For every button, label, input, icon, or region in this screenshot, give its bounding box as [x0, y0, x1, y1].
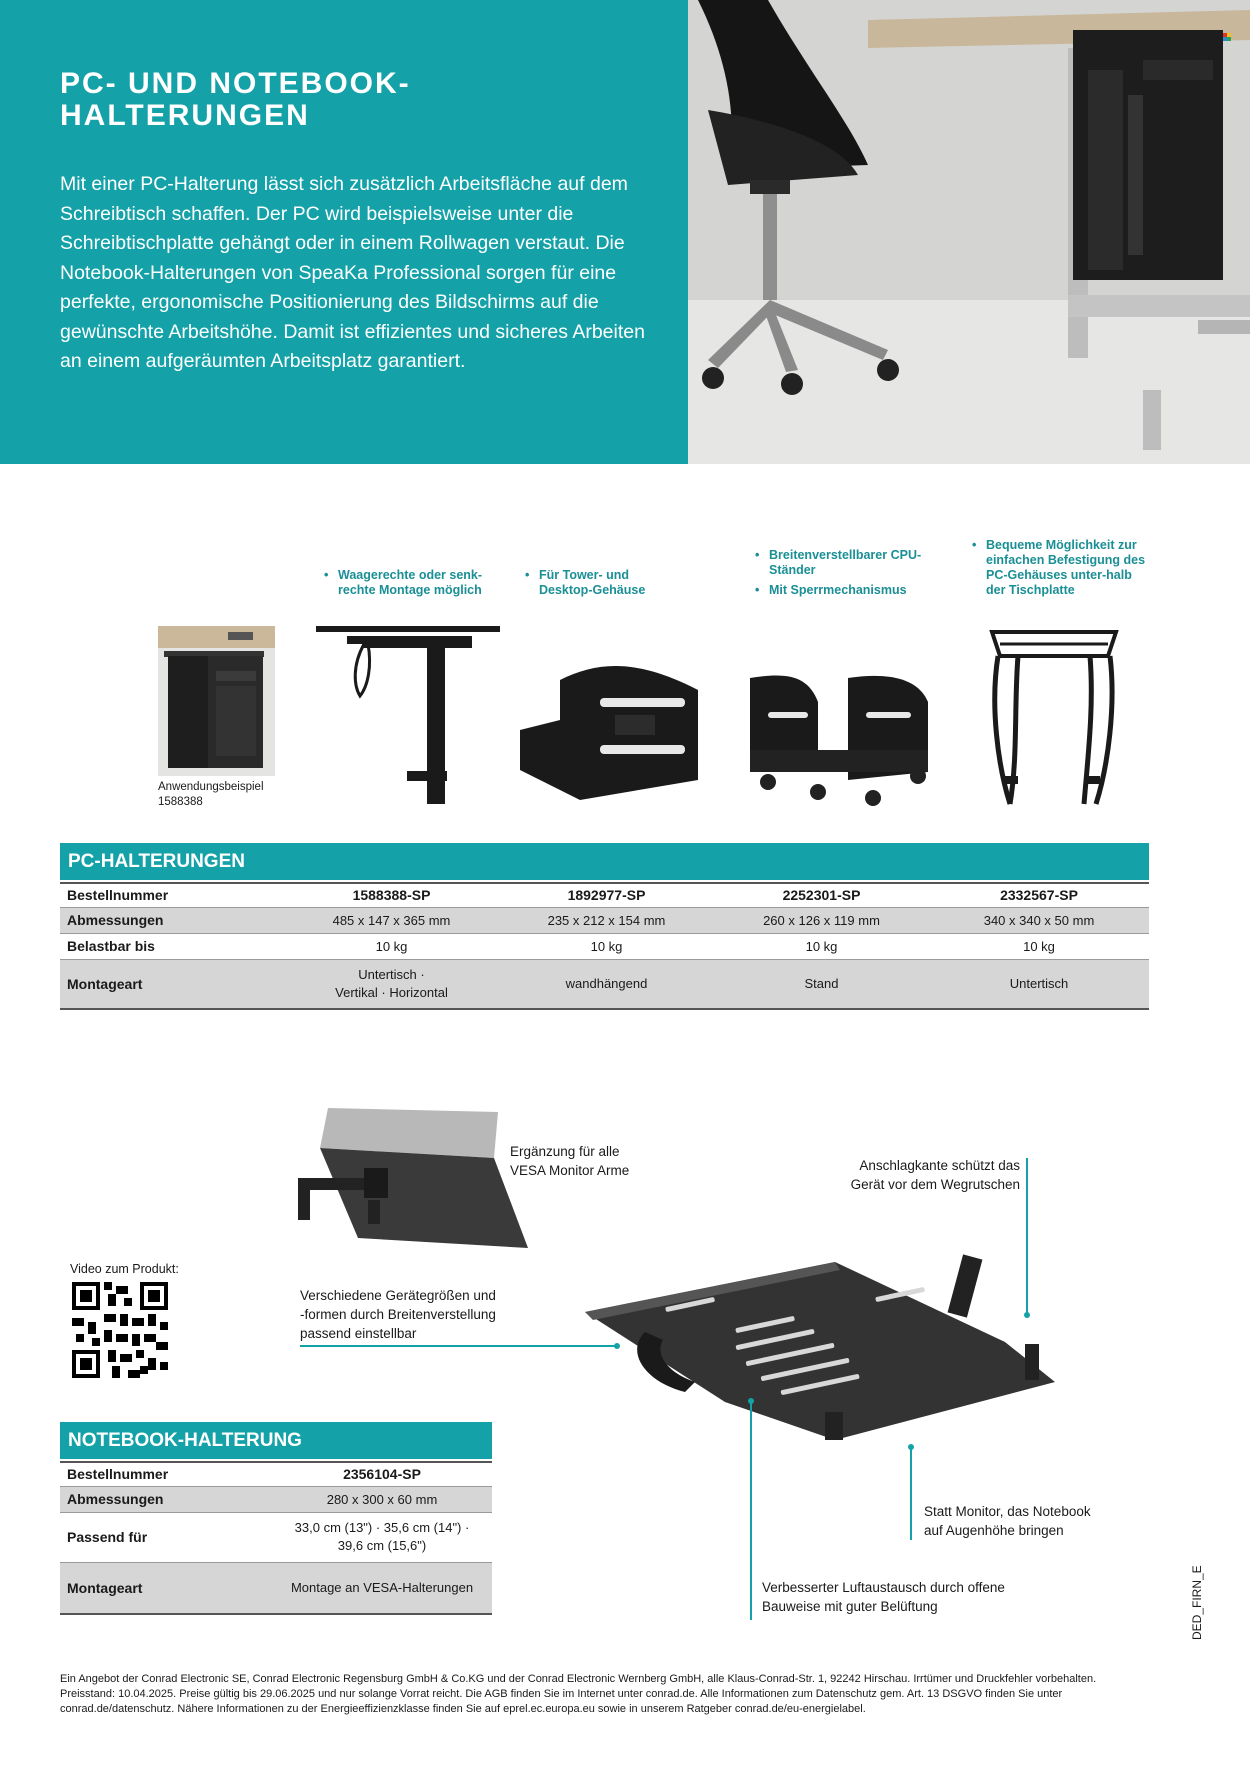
row-label: Bestellnummer: [67, 1466, 169, 1483]
hero-section: [0, 0, 1250, 464]
product-image-2332567-stand: [748, 672, 932, 808]
annotation-eye: Statt Monitor, das Notebook auf Augenhöhe bringen: [924, 1504, 1091, 1538]
annotation-air: Verbesserter Luftaustausch durch offene Bauweise mit guter Belüftung: [762, 1580, 1005, 1614]
bullet-item: • Waagerechte oder senk-rechte Montage möglich: [324, 568, 494, 598]
desk-scene-illustration: [688, 0, 1250, 464]
table-row-mounting: [60, 1562, 492, 1614]
annotation-line-air: [750, 1400, 752, 1620]
table-row-mounting: [60, 959, 1149, 1009]
bullets-product-1: [324, 568, 494, 598]
hero-photo-desk-scene: [688, 0, 1250, 464]
row-label: Abmessungen: [60, 907, 284, 933]
catalog-code: DED_FIRN_E: [1190, 1565, 1204, 1640]
notebook-spec-table: [60, 1461, 492, 1615]
pc-spec-table: [60, 882, 1149, 1010]
product-image-2252301: [520, 660, 700, 808]
product-image-under-desk-strap: [984, 626, 1124, 808]
cell: 10 kg: [1023, 938, 1055, 954]
bullets-product-3: [755, 548, 925, 598]
cell: 1892977-SP: [567, 887, 646, 904]
annotation-vesa: Ergänzung für alle VESA Monitor Arme: [510, 1144, 630, 1178]
cell: 2356104-SP: [343, 1466, 421, 1483]
cell: 2252301-SP: [782, 887, 861, 904]
product-image-1892977: [312, 626, 504, 808]
example-caption: [158, 780, 264, 810]
cell: 10 kg: [375, 938, 408, 954]
pc-table-heading: PC-HALTERUNGEN: [60, 843, 1149, 880]
table-row-order-number: [60, 1462, 492, 1486]
table-row-load: [60, 933, 1149, 959]
example-caption-line2: 1588388: [158, 796, 203, 808]
bullet-item: • Für Tower- und Desktop-Gehäuse: [525, 568, 675, 598]
row-label: Belastbar bis: [67, 938, 155, 954]
cell: 340 x 340 x 50 mm: [929, 907, 1149, 933]
cell: 10 kg: [805, 938, 838, 954]
row-label: Montageart: [60, 1562, 272, 1614]
title-line-2: HALTERUNGEN: [60, 99, 310, 132]
cell: 485 x 147 x 365 mm: [284, 907, 499, 933]
cell: 2332567-SP: [1000, 887, 1078, 904]
cell: 260 x 126 x 119 mm: [714, 907, 929, 933]
row-label: Montageart: [60, 959, 284, 1009]
bullet-item: • Mit Sperrmechanismus: [755, 583, 925, 598]
example-caption-line1: Anwendungsbeispiel: [158, 781, 264, 793]
bullets-product-2: [525, 568, 675, 598]
table-row-dimensions: [60, 907, 1149, 933]
video-label: Video zum Produkt:: [70, 1262, 179, 1276]
qr-code[interactable]: [72, 1282, 168, 1378]
cell: Untertisch: [929, 959, 1149, 1009]
cell: Stand: [714, 959, 929, 1009]
cell: 280 x 300 x 60 mm: [272, 1486, 492, 1512]
title-line-1: PC- UND NOTEBOOK-: [60, 67, 411, 100]
qr-code-icon: [72, 1282, 168, 1378]
bullets-product-4: [972, 538, 1147, 598]
bullet-item: • Bequeme Möglichkeit zur einfachen Befestigung des PC-Gehäuses unter-halb der Tischplatte: [972, 538, 1147, 598]
cell: Montage an VESA-Halterungen: [272, 1562, 492, 1614]
row-label: Bestellnummer: [67, 887, 169, 904]
annotation-line-sizes: [300, 1345, 618, 1347]
notebook-table-heading: NOTEBOOK-HALTERUNG: [60, 1422, 492, 1459]
table-row-fits: [60, 1512, 492, 1562]
product-image-1588388-example: [158, 626, 275, 776]
page-title: [60, 68, 660, 132]
intro-text: Mit einer PC-Halterung lässt sich zusätzlich Arbeitsfläche auf dem Schreibtisch schaffen. Der PC wird beispielsweise unter die Schreibtischplatte gehängt oder in einem Rollwagen verstaut. Die Notebook-Halterungen von SpeaKa Professional sorgen für eine perfekte, ergonomische Positionierung des Bildschirms auf die gewünschte Arbeitshöhe. Damit ist effizientes und sicheres Arbeiten an einem aufgeräumten Arbeitsplatz garantiert.: [60, 173, 645, 372]
product-image-vesa-arm: [298, 1108, 530, 1248]
annotation-sizes: Verschiedene Gerätegrößen und -formen durch Breitenverstellung passend einstellbar: [300, 1288, 496, 1341]
table-row-order-number: [60, 883, 1149, 907]
annotation-dot-eye: [908, 1444, 914, 1450]
product-image-notebook-tray: [585, 1252, 1055, 1440]
cell: 10 kg: [590, 938, 623, 954]
annotation-dot-air: [748, 1398, 754, 1404]
annotation-line-eye: [910, 1446, 912, 1540]
row-label: Passend für: [67, 1529, 148, 1545]
cell: 235 x 212 x 154 mm: [499, 907, 714, 933]
cell: 33,0 cm (13") · 35,6 cm (14") · 39,6 cm (15,6"): [294, 1520, 470, 1553]
annotation-edge: Anschlagkante schützt das Gerät vor dem Wegrutschen: [850, 1158, 1020, 1192]
cell: Untertisch · Vertikal · Horizontal: [284, 959, 499, 1009]
table-row-dimensions: [60, 1486, 492, 1512]
legal-footer: Ein Angebot der Conrad Electronic SE, Conrad Electronic Regensburg GmbH & Co.KG und der Conrad Electronic Wernberg GmbH, alle Klaus-Conrad-Str. 1, 92242 Hirschau. Irrtümer und Druckfehler vorbehalten. Preisstand: 10.04.2025. Preise gültig bis 29.06.2025 und nur solange Vorrat reicht. Die AGB finden Sie im Internet unter conrad.de. Alle Informationen zum Datenschutz gem. Art. 13 DSGVO finden Sie unter conrad.de/datenschutz. Nähere Informationen zu der Energieeffizienzklasse finden Sie auf eprel.ec.europa.eu sowie in unserem Ratgeber conrad.de/eu-energielabel.: [60, 1673, 1097, 1715]
cell: wandhängend: [499, 959, 714, 1009]
row-label: Abmessungen: [60, 1486, 272, 1512]
hero-teal-panel: [0, 0, 688, 464]
cell: 1588388-SP: [352, 887, 431, 904]
bullet-item: • Breitenverstellbarer CPU-Ständer: [755, 548, 925, 578]
